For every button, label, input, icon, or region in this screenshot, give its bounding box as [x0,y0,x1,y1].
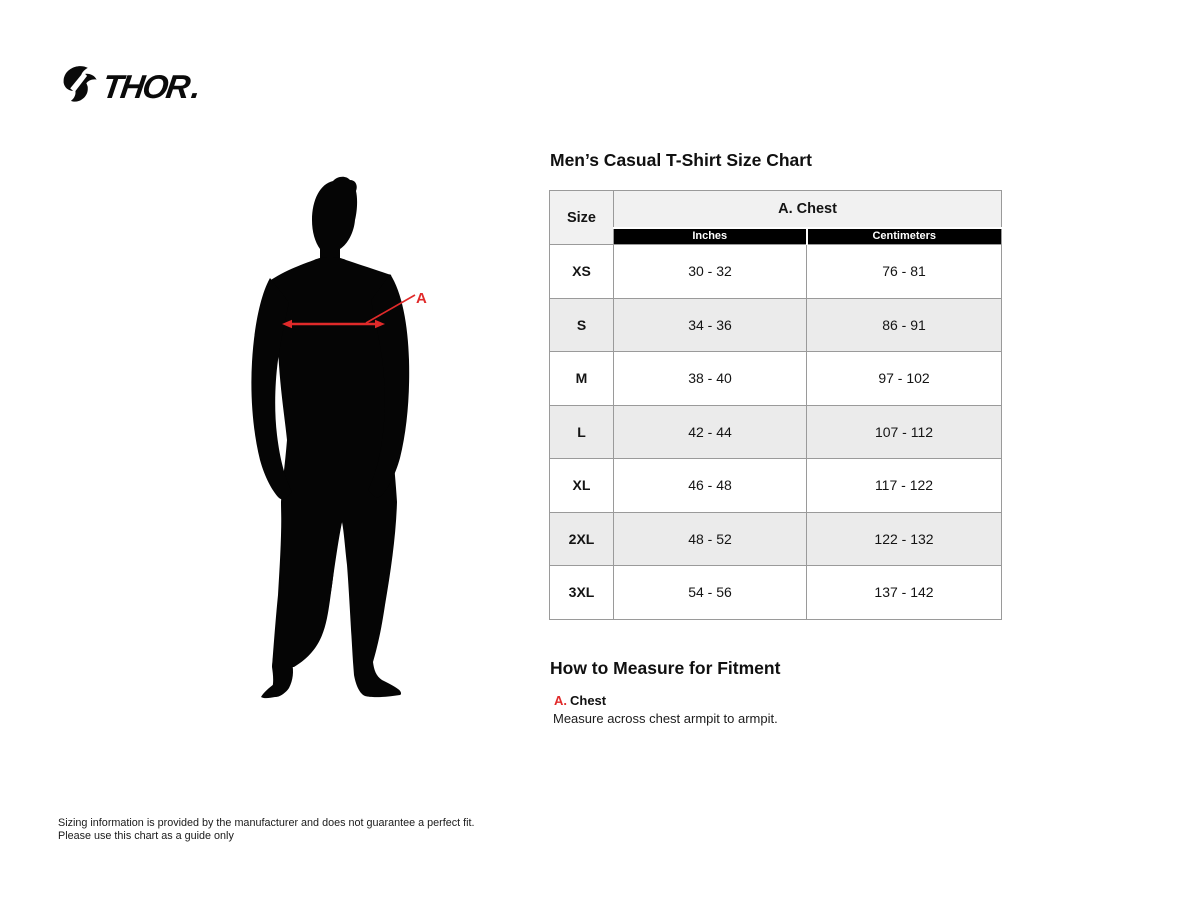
centimeters-cell: 122 - 132 [807,512,1002,566]
brand-wordmark: THOR [100,67,191,105]
inches-cell: 30 - 32 [614,245,807,299]
thor-horn-icon [57,61,101,107]
table-row-m [550,352,1002,406]
size-cell: XS [550,245,614,299]
fit-figure [230,170,470,735]
size-cell: S [550,298,614,352]
size-cell: 3XL [550,566,614,620]
size-cell: 2XL [550,512,614,566]
col-header-size: Size [550,191,614,245]
size-cell: L [550,405,614,459]
table-row-l [550,405,1002,459]
subcol-header-inches: Inches [614,228,807,245]
size-cell: M [550,352,614,406]
inches-cell: 54 - 56 [614,566,807,620]
centimeters-cell: 86 - 91 [807,298,1002,352]
measure-item-key: A. [554,693,567,708]
size-chart-table [549,190,1002,620]
brand-logo [57,61,199,107]
chest-measure-label: A [416,290,427,307]
table-row-xl [550,459,1002,513]
centimeters-cell: 76 - 81 [807,245,1002,299]
how-to-measure-title: How to Measure for Fitment [550,658,781,678]
disclaimer-line-1: Sizing information is provided by the manufacturer and does not guarantee a perfect fit. [58,817,475,829]
measure-item-name: Chest [570,693,607,708]
table-row-2xl [550,512,1002,566]
table-row-s [550,298,1002,352]
centimeters-cell: 117 - 122 [807,459,1002,513]
inches-cell: 48 - 52 [614,512,807,566]
body-silhouette [230,170,470,735]
centimeters-cell: 107 - 112 [807,405,1002,459]
centimeters-cell: 97 - 102 [807,352,1002,406]
inches-cell: 38 - 40 [614,352,807,406]
table-row-3xl [550,566,1002,620]
col-header-chest: A. Chest [614,191,1002,228]
disclaimer [58,817,475,842]
inches-cell: 34 - 36 [614,298,807,352]
measure-item-chest [554,693,606,708]
table-row-xs [550,245,1002,299]
measure-item-description: Measure across chest armpit to armpit. [553,711,778,726]
brand-registered-dot: . [188,67,201,105]
inches-cell: 42 - 44 [614,405,807,459]
centimeters-cell: 137 - 142 [807,566,1002,620]
subcol-header-centimeters: Centimeters [807,228,1002,245]
size-chart-title: Men’s Casual T-Shirt Size Chart [550,150,812,170]
inches-cell: 46 - 48 [614,459,807,513]
size-cell: XL [550,459,614,513]
disclaimer-line-2: Please use this chart as a guide only [58,829,234,842]
